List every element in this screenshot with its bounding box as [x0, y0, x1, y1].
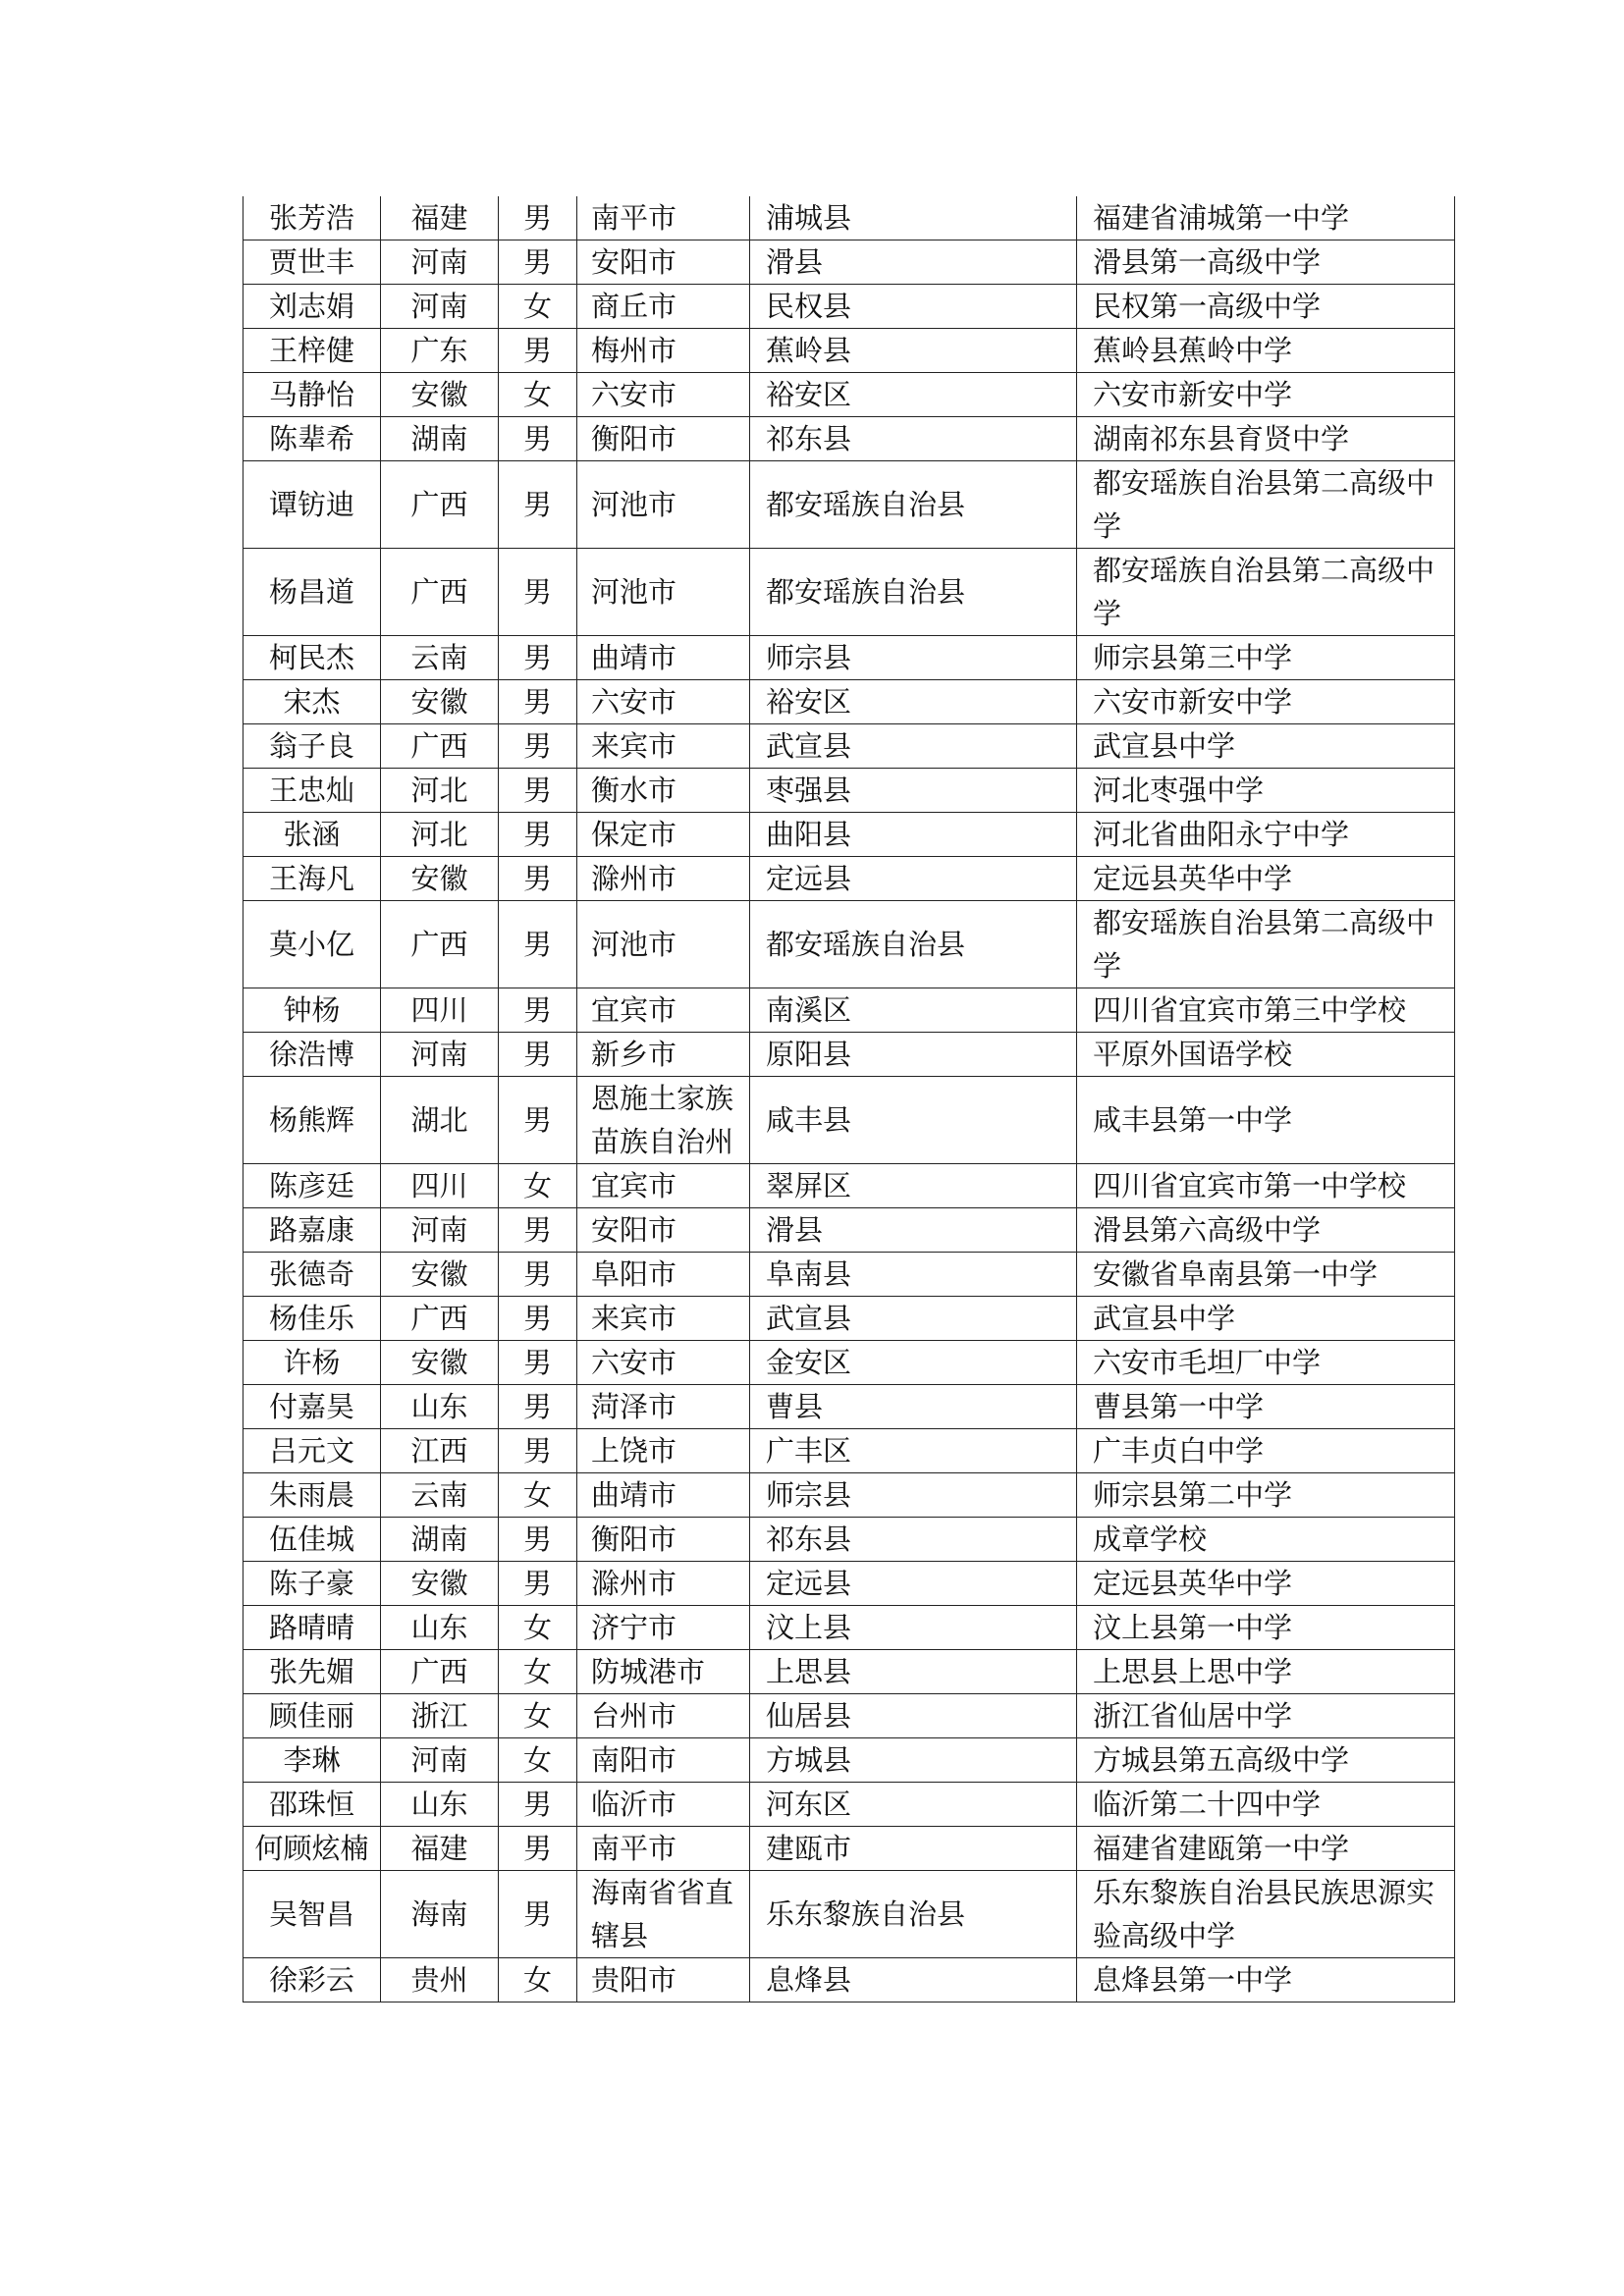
gender-cell: 女 — [499, 285, 577, 329]
school-cell: 四川省宜宾市第一中学校 — [1077, 1164, 1455, 1208]
city-cell: 菏泽市 — [577, 1385, 750, 1429]
school-cell: 安徽省阜南县第一中学 — [1077, 1253, 1455, 1297]
table-row — [244, 329, 1455, 373]
city-cell: 河池市 — [577, 549, 750, 636]
province-cell: 河南 — [381, 1738, 499, 1783]
city-cell: 衡阳市 — [577, 417, 750, 461]
gender-cell: 男 — [499, 196, 577, 240]
table-row — [244, 1562, 1455, 1606]
province-cell: 安徽 — [381, 1562, 499, 1606]
county-cell: 祁东县 — [750, 1518, 1077, 1562]
school-cell: 曹县第一中学 — [1077, 1385, 1455, 1429]
student-name-cell: 马静怡 — [244, 373, 381, 417]
province-cell: 河南 — [381, 240, 499, 285]
table-row — [244, 549, 1455, 636]
city-cell: 海南省省直辖县 — [577, 1871, 750, 1958]
table-row — [244, 636, 1455, 680]
table-row — [244, 1208, 1455, 1253]
student-name-cell: 何顾炫楠 — [244, 1827, 381, 1871]
student-name-cell: 杨昌道 — [244, 549, 381, 636]
gender-cell: 男 — [499, 1385, 577, 1429]
table-row — [244, 857, 1455, 901]
county-cell: 金安区 — [750, 1341, 1077, 1385]
student-name-cell: 付嘉昊 — [244, 1385, 381, 1429]
province-cell: 广西 — [381, 901, 499, 988]
table-row — [244, 1958, 1455, 2002]
gender-cell: 女 — [499, 1473, 577, 1518]
province-cell: 安徽 — [381, 857, 499, 901]
county-cell: 民权县 — [750, 285, 1077, 329]
province-cell: 安徽 — [381, 373, 499, 417]
gender-cell: 男 — [499, 549, 577, 636]
county-cell: 都安瑶族自治县 — [750, 901, 1077, 988]
table-row — [244, 1694, 1455, 1738]
table-row — [244, 1253, 1455, 1297]
school-cell: 方城县第五高级中学 — [1077, 1738, 1455, 1783]
province-cell: 河北 — [381, 769, 499, 813]
gender-cell: 男 — [499, 461, 577, 549]
city-cell: 六安市 — [577, 680, 750, 724]
gender-cell: 男 — [499, 1253, 577, 1297]
gender-cell: 男 — [499, 1429, 577, 1473]
county-cell: 曲阳县 — [750, 813, 1077, 857]
student-name-cell: 莫小亿 — [244, 901, 381, 988]
county-cell: 定远县 — [750, 857, 1077, 901]
county-cell: 都安瑶族自治县 — [750, 461, 1077, 549]
city-cell: 阜阳市 — [577, 1253, 750, 1297]
table-row — [244, 1518, 1455, 1562]
school-cell: 河北省曲阳永宁中学 — [1077, 813, 1455, 857]
gender-cell: 男 — [499, 724, 577, 769]
student-name-cell: 朱雨晨 — [244, 1473, 381, 1518]
gender-cell: 男 — [499, 1871, 577, 1958]
city-cell: 南阳市 — [577, 1738, 750, 1783]
city-cell: 安阳市 — [577, 240, 750, 285]
table-row — [244, 1827, 1455, 1871]
student-name-cell: 王海凡 — [244, 857, 381, 901]
school-cell: 民权第一高级中学 — [1077, 285, 1455, 329]
student-name-cell: 邵珠恒 — [244, 1783, 381, 1827]
table-row — [244, 1783, 1455, 1827]
student-name-cell: 张芳浩 — [244, 196, 381, 240]
city-cell: 南平市 — [577, 196, 750, 240]
province-cell: 福建 — [381, 196, 499, 240]
county-cell: 蕉岭县 — [750, 329, 1077, 373]
school-cell: 滑县第一高级中学 — [1077, 240, 1455, 285]
province-cell: 河南 — [381, 285, 499, 329]
school-cell: 上思县上思中学 — [1077, 1650, 1455, 1694]
gender-cell: 男 — [499, 680, 577, 724]
county-cell: 方城县 — [750, 1738, 1077, 1783]
table-row — [244, 813, 1455, 857]
province-cell: 四川 — [381, 1164, 499, 1208]
school-cell: 汶上县第一中学 — [1077, 1606, 1455, 1650]
city-cell: 安阳市 — [577, 1208, 750, 1253]
city-cell: 济宁市 — [577, 1606, 750, 1650]
school-cell: 咸丰县第一中学 — [1077, 1077, 1455, 1164]
student-name-cell: 翁子良 — [244, 724, 381, 769]
county-cell: 咸丰县 — [750, 1077, 1077, 1164]
school-cell: 临沂第二十四中学 — [1077, 1783, 1455, 1827]
student-name-cell: 宋杰 — [244, 680, 381, 724]
table-row — [244, 1164, 1455, 1208]
province-cell: 安徽 — [381, 680, 499, 724]
county-cell: 河东区 — [750, 1783, 1077, 1827]
province-cell: 广东 — [381, 329, 499, 373]
county-cell: 汶上县 — [750, 1606, 1077, 1650]
province-cell: 广西 — [381, 461, 499, 549]
student-name-cell: 王忠灿 — [244, 769, 381, 813]
province-cell: 山东 — [381, 1783, 499, 1827]
city-cell: 六安市 — [577, 1341, 750, 1385]
student-name-cell: 刘志娟 — [244, 285, 381, 329]
student-name-cell: 杨熊辉 — [244, 1077, 381, 1164]
table-row — [244, 1650, 1455, 1694]
student-name-cell: 柯民杰 — [244, 636, 381, 680]
gender-cell: 男 — [499, 636, 577, 680]
school-cell: 河北枣强中学 — [1077, 769, 1455, 813]
county-cell: 师宗县 — [750, 636, 1077, 680]
table-row — [244, 1033, 1455, 1077]
table-row — [244, 285, 1455, 329]
gender-cell: 男 — [499, 417, 577, 461]
province-cell: 云南 — [381, 636, 499, 680]
table-row — [244, 1738, 1455, 1783]
student-name-cell: 钟杨 — [244, 988, 381, 1033]
table-row — [244, 417, 1455, 461]
gender-cell: 男 — [499, 240, 577, 285]
school-cell: 定远县英华中学 — [1077, 857, 1455, 901]
student-name-cell: 伍佳城 — [244, 1518, 381, 1562]
gender-cell: 女 — [499, 1606, 577, 1650]
county-cell: 翠屏区 — [750, 1164, 1077, 1208]
county-cell: 仙居县 — [750, 1694, 1077, 1738]
city-cell: 河池市 — [577, 461, 750, 549]
province-cell: 海南 — [381, 1871, 499, 1958]
province-cell: 湖南 — [381, 417, 499, 461]
county-cell: 原阳县 — [750, 1033, 1077, 1077]
student-name-cell: 张德奇 — [244, 1253, 381, 1297]
county-cell: 广丰区 — [750, 1429, 1077, 1473]
county-cell: 阜南县 — [750, 1253, 1077, 1297]
school-cell: 成章学校 — [1077, 1518, 1455, 1562]
gender-cell: 女 — [499, 1958, 577, 2002]
table-row — [244, 1385, 1455, 1429]
city-cell: 滁州市 — [577, 1562, 750, 1606]
gender-cell: 男 — [499, 769, 577, 813]
school-cell: 乐东黎族自治县民族思源实验高级中学 — [1077, 1871, 1455, 1958]
province-cell: 福建 — [381, 1827, 499, 1871]
school-cell: 六安市毛坦厂中学 — [1077, 1341, 1455, 1385]
city-cell: 新乡市 — [577, 1033, 750, 1077]
province-cell: 四川 — [381, 988, 499, 1033]
province-cell: 安徽 — [381, 1341, 499, 1385]
province-cell: 贵州 — [381, 1958, 499, 2002]
table-row — [244, 769, 1455, 813]
student-name-cell: 陈子豪 — [244, 1562, 381, 1606]
student-name-cell: 谭钫迪 — [244, 461, 381, 549]
table-row — [244, 1341, 1455, 1385]
city-cell: 滁州市 — [577, 857, 750, 901]
gender-cell: 男 — [499, 901, 577, 988]
province-cell: 山东 — [381, 1385, 499, 1429]
school-cell: 都安瑶族自治县第二高级中学 — [1077, 461, 1455, 549]
county-cell: 祁东县 — [750, 417, 1077, 461]
school-cell: 都安瑶族自治县第二高级中学 — [1077, 901, 1455, 988]
province-cell: 广西 — [381, 549, 499, 636]
city-cell: 宜宾市 — [577, 988, 750, 1033]
school-cell: 平原外国语学校 — [1077, 1033, 1455, 1077]
gender-cell: 男 — [499, 1562, 577, 1606]
city-cell: 来宾市 — [577, 724, 750, 769]
table-row — [244, 901, 1455, 988]
city-cell: 曲靖市 — [577, 636, 750, 680]
county-cell: 裕安区 — [750, 373, 1077, 417]
student-name-cell: 路嘉康 — [244, 1208, 381, 1253]
city-cell: 贵阳市 — [577, 1958, 750, 2002]
county-cell: 滑县 — [750, 240, 1077, 285]
county-cell: 滑县 — [750, 1208, 1077, 1253]
student-name-cell: 许杨 — [244, 1341, 381, 1385]
province-cell: 山东 — [381, 1606, 499, 1650]
roster-body — [244, 196, 1455, 2002]
gender-cell: 男 — [499, 1077, 577, 1164]
student-name-cell: 王梓健 — [244, 329, 381, 373]
school-cell: 蕉岭县蕉岭中学 — [1077, 329, 1455, 373]
county-cell: 定远县 — [750, 1562, 1077, 1606]
city-cell: 上饶市 — [577, 1429, 750, 1473]
city-cell: 曲靖市 — [577, 1473, 750, 1518]
school-cell: 六安市新安中学 — [1077, 680, 1455, 724]
gender-cell: 女 — [499, 1650, 577, 1694]
city-cell: 恩施土家族苗族自治州 — [577, 1077, 750, 1164]
county-cell: 裕安区 — [750, 680, 1077, 724]
county-cell: 上思县 — [750, 1650, 1077, 1694]
table-row — [244, 1473, 1455, 1518]
student-name-cell: 陈辈希 — [244, 417, 381, 461]
county-cell: 枣强县 — [750, 769, 1077, 813]
student-name-cell: 张涵 — [244, 813, 381, 857]
school-cell: 四川省宜宾市第三中学校 — [1077, 988, 1455, 1033]
table-row — [244, 1297, 1455, 1341]
province-cell: 浙江 — [381, 1694, 499, 1738]
school-cell: 武宣县中学 — [1077, 1297, 1455, 1341]
table-row — [244, 240, 1455, 285]
table-row — [244, 1871, 1455, 1958]
student-name-cell: 吕元文 — [244, 1429, 381, 1473]
school-cell: 师宗县第三中学 — [1077, 636, 1455, 680]
gender-cell: 男 — [499, 329, 577, 373]
school-cell: 六安市新安中学 — [1077, 373, 1455, 417]
gender-cell: 男 — [499, 1297, 577, 1341]
school-cell: 浙江省仙居中学 — [1077, 1694, 1455, 1738]
student-name-cell: 徐浩博 — [244, 1033, 381, 1077]
county-cell: 武宣县 — [750, 724, 1077, 769]
student-name-cell: 陈彦廷 — [244, 1164, 381, 1208]
city-cell: 衡水市 — [577, 769, 750, 813]
province-cell: 云南 — [381, 1473, 499, 1518]
gender-cell: 男 — [499, 1033, 577, 1077]
province-cell: 广西 — [381, 724, 499, 769]
province-cell: 河南 — [381, 1208, 499, 1253]
province-cell: 河南 — [381, 1033, 499, 1077]
gender-cell: 男 — [499, 1208, 577, 1253]
table-row — [244, 1606, 1455, 1650]
province-cell: 广西 — [381, 1297, 499, 1341]
student-name-cell: 吴智昌 — [244, 1871, 381, 1958]
table-row — [244, 373, 1455, 417]
table-row — [244, 461, 1455, 549]
gender-cell: 男 — [499, 1518, 577, 1562]
school-cell: 福建省建瓯第一中学 — [1077, 1827, 1455, 1871]
school-cell: 武宣县中学 — [1077, 724, 1455, 769]
table-row — [244, 988, 1455, 1033]
gender-cell: 女 — [499, 373, 577, 417]
city-cell: 保定市 — [577, 813, 750, 857]
county-cell: 建瓯市 — [750, 1827, 1077, 1871]
city-cell: 梅州市 — [577, 329, 750, 373]
school-cell: 广丰贞白中学 — [1077, 1429, 1455, 1473]
county-cell: 浦城县 — [750, 196, 1077, 240]
school-cell: 滑县第六高级中学 — [1077, 1208, 1455, 1253]
city-cell: 衡阳市 — [577, 1518, 750, 1562]
province-cell: 江西 — [381, 1429, 499, 1473]
county-cell: 都安瑶族自治县 — [750, 549, 1077, 636]
city-cell: 南平市 — [577, 1827, 750, 1871]
table-row — [244, 724, 1455, 769]
city-cell: 台州市 — [577, 1694, 750, 1738]
province-cell: 湖北 — [381, 1077, 499, 1164]
gender-cell: 男 — [499, 1827, 577, 1871]
province-cell: 湖南 — [381, 1518, 499, 1562]
table-row — [244, 1077, 1455, 1164]
student-roster-table — [243, 196, 1455, 2002]
county-cell: 乐东黎族自治县 — [750, 1871, 1077, 1958]
county-cell: 武宣县 — [750, 1297, 1077, 1341]
student-name-cell: 贾世丰 — [244, 240, 381, 285]
student-name-cell: 杨佳乐 — [244, 1297, 381, 1341]
gender-cell: 女 — [499, 1164, 577, 1208]
student-name-cell: 徐彩云 — [244, 1958, 381, 2002]
gender-cell: 男 — [499, 988, 577, 1033]
city-cell: 防城港市 — [577, 1650, 750, 1694]
school-cell: 都安瑶族自治县第二高级中学 — [1077, 549, 1455, 636]
city-cell: 六安市 — [577, 373, 750, 417]
gender-cell: 女 — [499, 1694, 577, 1738]
table-row — [244, 1429, 1455, 1473]
school-cell: 定远县英华中学 — [1077, 1562, 1455, 1606]
student-name-cell: 张先媚 — [244, 1650, 381, 1694]
province-cell: 河北 — [381, 813, 499, 857]
student-name-cell: 李琳 — [244, 1738, 381, 1783]
gender-cell: 男 — [499, 1783, 577, 1827]
county-cell: 曹县 — [750, 1385, 1077, 1429]
city-cell: 临沂市 — [577, 1783, 750, 1827]
city-cell: 宜宾市 — [577, 1164, 750, 1208]
school-cell: 湖南祁东县育贤中学 — [1077, 417, 1455, 461]
gender-cell: 女 — [499, 1738, 577, 1783]
student-name-cell: 顾佳丽 — [244, 1694, 381, 1738]
gender-cell: 男 — [499, 857, 577, 901]
county-cell: 南溪区 — [750, 988, 1077, 1033]
school-cell: 师宗县第二中学 — [1077, 1473, 1455, 1518]
school-cell: 福建省浦城第一中学 — [1077, 196, 1455, 240]
city-cell: 商丘市 — [577, 285, 750, 329]
table-row — [244, 680, 1455, 724]
table-row — [244, 196, 1455, 240]
province-cell: 安徽 — [381, 1253, 499, 1297]
city-cell: 河池市 — [577, 901, 750, 988]
province-cell: 广西 — [381, 1650, 499, 1694]
county-cell: 息烽县 — [750, 1958, 1077, 2002]
student-name-cell: 路晴晴 — [244, 1606, 381, 1650]
gender-cell: 男 — [499, 1341, 577, 1385]
gender-cell: 男 — [499, 813, 577, 857]
school-cell: 息烽县第一中学 — [1077, 1958, 1455, 2002]
county-cell: 师宗县 — [750, 1473, 1077, 1518]
city-cell: 来宾市 — [577, 1297, 750, 1341]
